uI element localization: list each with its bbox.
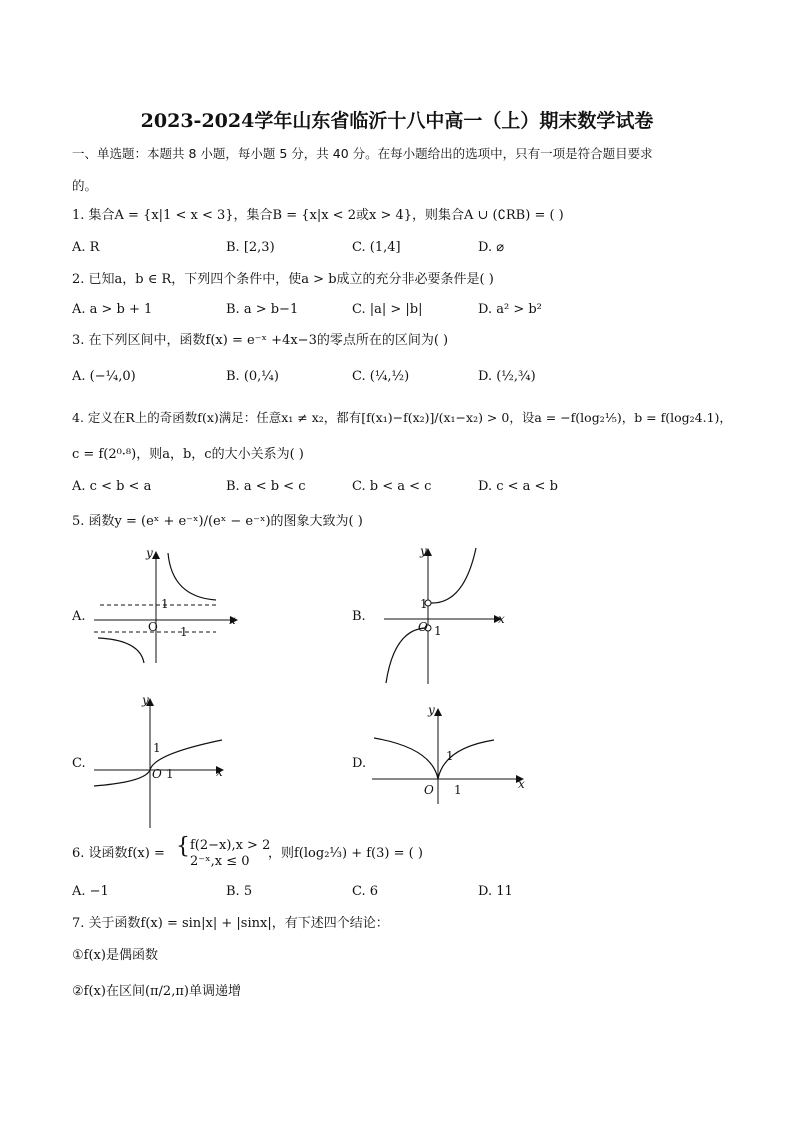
graph-b-y-label: y [420,544,427,558]
question-6-case-2: 2⁻ˣ,x ≤ 0 [190,854,250,869]
q2-option-a: A. a > b + 1 [72,302,153,317]
q3-option-c: C. (¼,½) [352,369,410,384]
q4-option-d: D. c < a < b [478,479,558,494]
q1-option-b: B. [2,3) [226,240,275,255]
graph-b-x-label: x [498,612,505,626]
graph-b-one-x: 1 [434,624,442,638]
q3-option-a: A. (−¼,0) [72,369,136,384]
graph-a-origin: O [148,620,158,634]
graph-c-one-x: 1 [166,767,174,781]
q1-option-a: A. R [72,240,100,255]
q5-option-c: C. [72,756,86,771]
graph-d-x-label: x [518,777,525,791]
graph-c-origin: O [152,767,162,781]
q4-option-b: B. a < b < c [226,479,306,494]
graph-a-y-label: y [146,546,153,560]
question-7-stem: 7. 关于函数f(x) = sin|x| + |sinx|，有下述四个结论： [72,916,389,931]
graph-c-x-label: x [216,765,223,779]
graph-d-y-label: y [428,703,435,717]
q5-graph-c [90,690,235,830]
question-3-stem: 3. 在下列区间中，函数f(x) = e⁻ˣ +4x−3的零点所在的区间为( ) [72,333,449,348]
graph-a-one-y: 1 [161,597,169,611]
graph-b-origin: O [418,620,428,634]
question-4-stem-2: c = f(2⁰·⁸)，则a，b，c的大小关系为( ) [72,447,304,462]
q1-option-c: C. (1,4] [352,240,401,255]
q7-statement-2: ②f(x)在区间(π/2,π)单调递增 [72,984,241,999]
question-6-stem-b: ，则f(log₂⅓) + f(3) = ( ) [268,846,423,861]
q2-option-b: B. a > b−1 [226,302,299,317]
page-title: 2023-2024学年山东省临沂十八中高一（上）期末数学试卷 [140,110,654,132]
piecewise-brace: { [176,834,190,859]
section-heading-line2: 的。 [72,178,98,193]
q4-option-c: C. b < a < c [352,479,432,494]
graph-a-x-label: x [229,613,236,627]
q2-option-d: D. a² > b² [478,302,542,317]
q2-option-c: C. |a| > |b| [352,302,423,317]
question-6-case-1: f(2−x),x > 2 [190,838,271,853]
q5-graph-b [380,542,510,687]
graph-d-one-x: 1 [454,783,462,797]
q3-option-d: D. (½,¾) [478,369,536,384]
section-heading-line1: 一、单选题：本题共 8 小题，每小题 5 分，共 40 分。在每小题给出的选项中，只有一项是符合题目要求 [72,146,653,161]
q6-option-d: D. 11 [478,884,513,899]
q5-graph-d [370,700,530,805]
q5-graph-a [90,545,250,665]
question-4-stem: 4. 定义在R上的奇函数f(x)满足：任意x₁ ≠ x₂，都有[f(x₁)−f(x₂)]/(x₁−x₂) > 0，设a = −f(log₂⅕)，b = f(log₂4.1)， [72,410,732,425]
question-5-stem: 5. 函数y = (eˣ + e⁻ˣ)/(eˣ − e⁻ˣ)的图象大致为( ) [72,514,363,529]
question-6-stem-a: 6. 设函数f(x) = [72,846,165,861]
q5-option-a: A. [72,609,86,624]
question-2-stem: 2. 已知a，b ∈ R，下列四个条件中，使a > b成立的充分非必要条件是( ) [72,272,494,287]
graph-d-one-y: 1 [446,749,454,763]
q7-statement-1: ①f(x)是偶函数 [72,948,158,963]
q6-option-b: B. 5 [226,884,253,899]
graph-d-origin: O [424,783,434,797]
q1-option-d: D. ⌀ [478,240,505,255]
q6-option-c: C. 6 [352,884,379,899]
q5-option-d: D. [352,756,367,771]
q6-option-a: A. −1 [72,884,109,899]
q5-option-b: B. [352,609,366,624]
q4-option-a: A. c < b < a [72,479,152,494]
graph-c-y-label: y [142,693,149,707]
graph-c-one-y: 1 [153,741,161,755]
graph-a-one-x: 1 [180,625,188,639]
q3-option-b: B. (0,¼) [226,369,279,384]
graph-b-one-y: 1 [420,597,428,611]
question-1-stem: 1. 集合A = {x|1 < x < 3}，集合B = {x|x < 2或x > 4}，则集合A ∪ (∁RB) = ( ) [72,208,564,223]
